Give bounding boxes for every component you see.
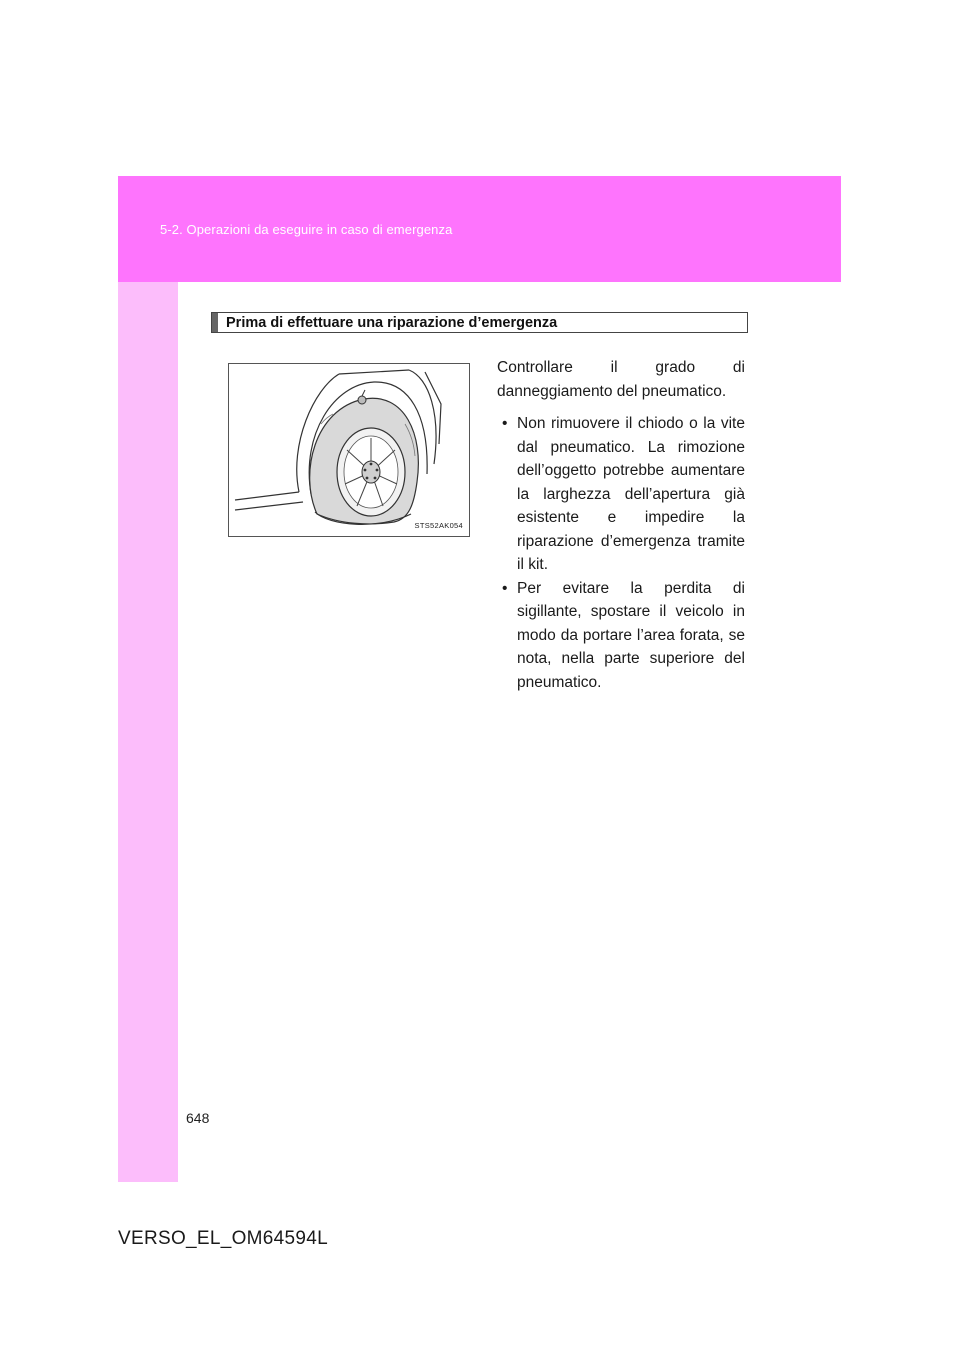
- body-text: [497, 356, 745, 694]
- section-title: 5-2. Operazioni da eseguire in caso di emergenza: [160, 222, 453, 237]
- section-heading: Prima di effettuare una riparazione d’emergenza: [226, 314, 558, 331]
- figure-code: STS52AK054: [414, 521, 463, 530]
- section-heading-box: [211, 312, 748, 333]
- list-item-text: Per evitare la perdita di sigillante, spostare il veicolo in modo da portare l’area forata, se nota, nella parte superiore del pneumatico.: [517, 579, 745, 691]
- intro-paragraph: Controllare il grado di danneggiamento del pneumatico.: [497, 359, 745, 400]
- document-code: VERSO_EL_OM64594L: [118, 1228, 328, 1249]
- flat-tire-drawing: [229, 364, 469, 536]
- flat-tire-illustration: [228, 363, 470, 537]
- list-item: [497, 577, 745, 695]
- page-number: 648: [186, 1110, 210, 1126]
- bullet-list: [497, 412, 745, 694]
- bullet-icon: •: [502, 415, 508, 432]
- list-item-text: Non rimuovere il chiodo o la vite dal pneumatico. La rimozione dell’oggetto potrebbe aumentare la larghezza dell’apertura già esistente e impedire la riparazione d’emergenza tramite il kit.: [517, 415, 745, 573]
- bullet-icon: •: [502, 579, 508, 597]
- list-item: [497, 412, 745, 577]
